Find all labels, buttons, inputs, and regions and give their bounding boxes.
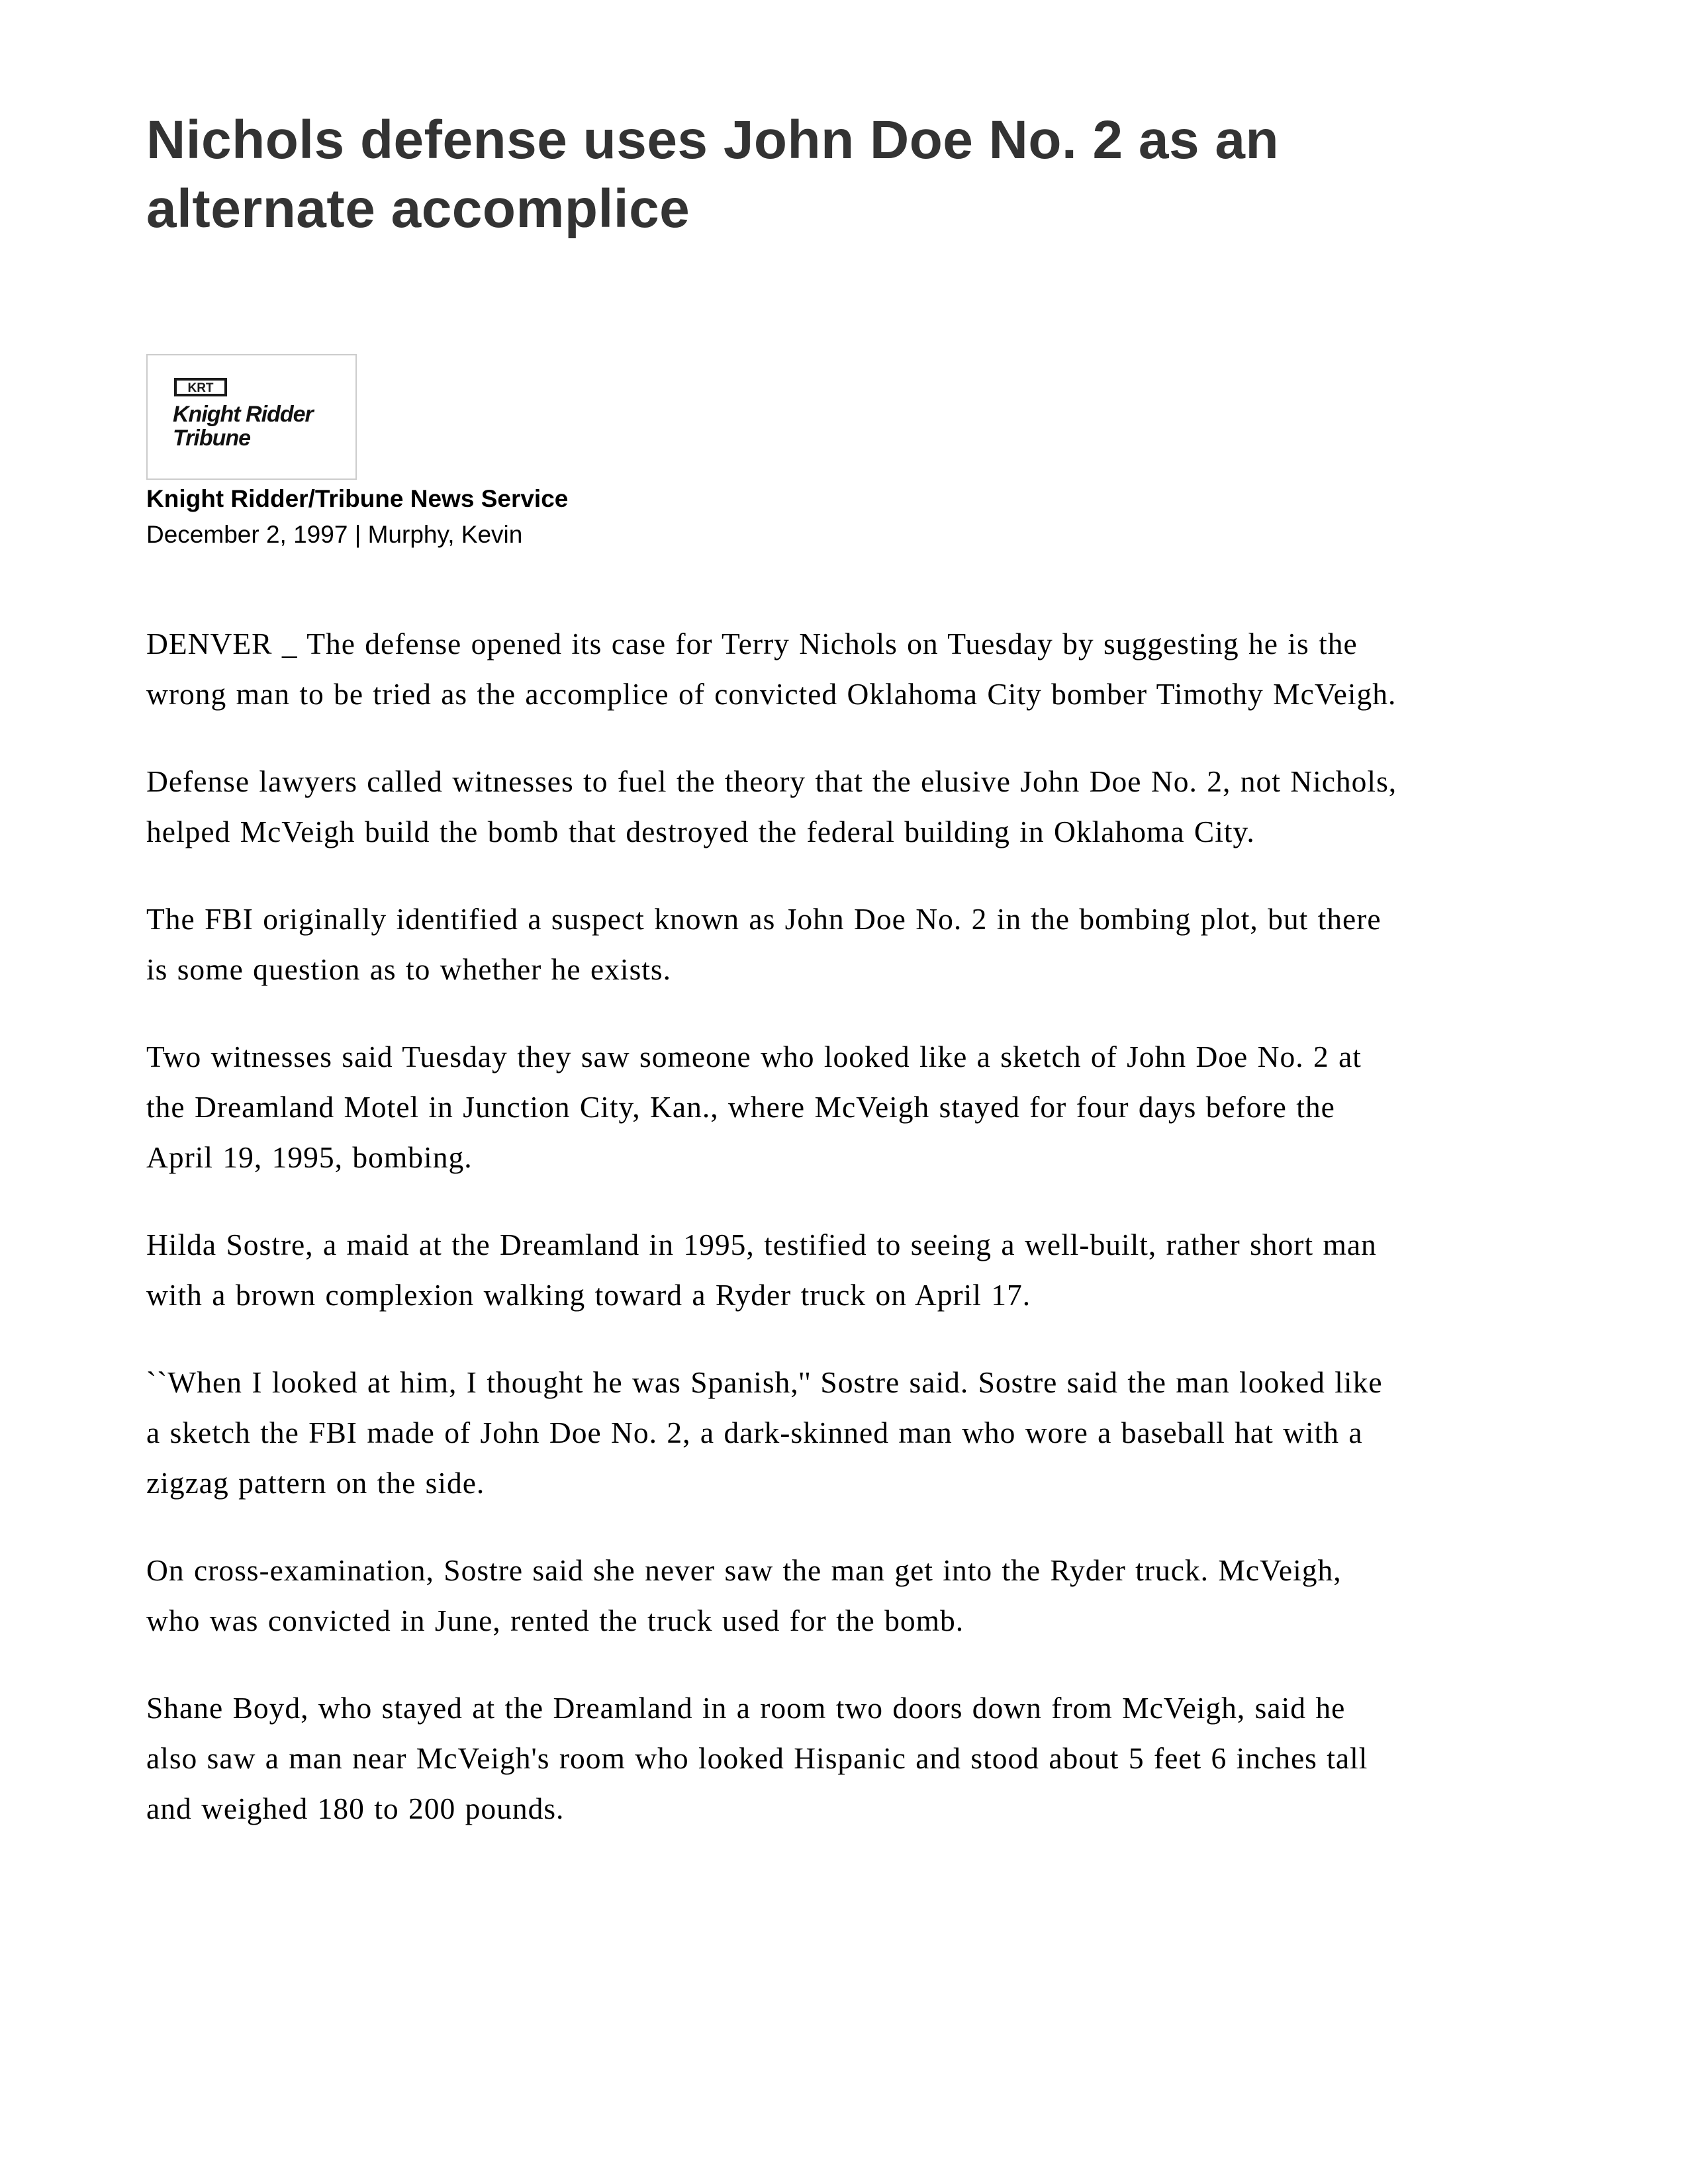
news-service-name: Knight Ridder/Tribune News Service — [146, 485, 569, 512]
article-paragraph: Two witnesses said Tuesday they saw someone who looked like a sketch of John Doe No. 2 at the Dreamland Motel in Junction City, Kan., where McVeigh stayed for four days before the April 19, 1995, bombing. — [146, 1040, 1362, 1174]
logo-badge-text: KRT — [187, 381, 214, 395]
byline — [146, 518, 522, 552]
article-body — [146, 619, 1397, 1871]
logo-line1-text: Knight Ridder — [173, 402, 313, 427]
article-paragraph: Shane Boyd, who stayed at the Dreamland in a room two doors down from McVeigh, said he also saw a man near McVeigh's room who looked Hispanic and stood about 5 feet 6 inches tall and weighed 180 to 200 pounds. — [146, 1691, 1368, 1825]
article-paragraph: ``When I looked at him, I thought he was Spanish,'' Sostre said. Sostre said the man looked like a sketch the FBI made of John Doe No. 2, a dark-skinned man who wore a baseball hat with a zigzag pattern on the side. — [146, 1365, 1383, 1500]
byline-separator: | — [354, 521, 361, 548]
article-date: December 2, 1997 — [146, 521, 348, 548]
article-headline: Nichols defense uses John Doe No. 2 as an alternate accomplice — [146, 110, 1280, 239]
article-paragraph: Defense lawyers called witnesses to fuel the theory that the elusive John Doe No. 2, not Nichols, helped McVeigh build the bomb that destroyed the federal building in Oklahoma City. — [146, 764, 1397, 848]
article-paragraph: DENVER _ The defense opened its case for Terry Nichols on Tuesday by suggesting he is the wrong man to be tried as the accomplice of convicted Oklahoma City bomber Timothy McVeigh. — [146, 627, 1397, 711]
krt-logo-image — [148, 355, 355, 478]
logo-line2-text: Tribune — [173, 426, 251, 451]
article-author: Murphy, Kevin — [367, 521, 523, 548]
article-paragraph: Hilda Sostre, a maid at the Dreamland in 1995, testified to seeing a well-built, rather short man with a brown complexion walking toward a Ryder truck on April 17. — [146, 1228, 1377, 1312]
publisher-logo — [146, 354, 357, 480]
article-paragraph: On cross-examination, Sostre said she never saw the man get into the Ryder truck. McVeigh, who was convicted in June, rented the truck used for the bomb. — [146, 1553, 1342, 1637]
article-paragraph: The FBI originally identified a suspect known as John Doe No. 2 in the bombing plot, but there is some question as to whether he exists. — [146, 902, 1382, 986]
